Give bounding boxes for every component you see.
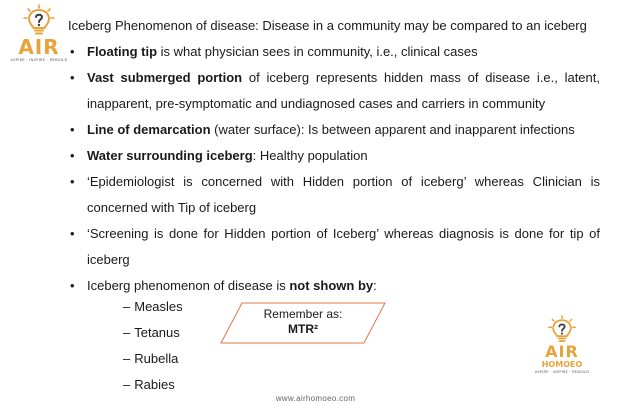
bullet-bold-text: Water surrounding iceberg bbox=[87, 148, 253, 163]
bullet-dot-icon: • bbox=[70, 174, 75, 189]
remember-text bbox=[220, 307, 386, 337]
bullet-text: ‘Screening is done for Hidden portion of Iceberg’ whereas diagnosis is done for tip of iceberg bbox=[87, 226, 600, 267]
disease-name: Measles bbox=[134, 299, 183, 314]
bullet-dot-icon: • bbox=[70, 122, 75, 137]
bullet-item bbox=[68, 65, 600, 117]
bullet-item bbox=[68, 143, 600, 169]
logo-tagline: ASPIRE · INSPIRE · REBUILD bbox=[10, 58, 68, 62]
bullet-dot-icon: • bbox=[70, 278, 75, 293]
logo-brand-text: AIR bbox=[545, 342, 579, 361]
bullet-text: of iceberg represents hidden mass of disease i.e., latent, inapparent, pre-symptomatic and undiagnosed cases and carriers in community bbox=[87, 70, 600, 111]
logo-tagline: ASPIRE · INSPIRE · REBUILD bbox=[534, 370, 590, 374]
bullet-text: (water surface): Is between apparent and inapparent infections bbox=[210, 122, 575, 137]
bullet-text: Iceberg phenomenon of disease is bbox=[87, 278, 290, 293]
bullet-text: : Healthy population bbox=[252, 148, 368, 163]
dash-icon: – bbox=[123, 325, 131, 340]
website-footer: www.airhomoeo.com bbox=[275, 394, 356, 403]
bullet-dot-icon: • bbox=[70, 226, 75, 241]
disease-name: Rubella bbox=[134, 351, 179, 366]
air-homoeo-logo-bottom bbox=[530, 315, 594, 374]
air-logo-top bbox=[6, 4, 72, 63]
bullet-bold-text: Line of demarcation bbox=[87, 122, 211, 137]
disease-item bbox=[123, 346, 183, 372]
slide-title: Iceberg Phenomenon of disease: Disease in a community may be compared to an iceberg bbox=[68, 18, 587, 33]
bullet-item bbox=[68, 221, 600, 273]
bullet-item bbox=[68, 117, 600, 143]
remember-box bbox=[220, 302, 386, 344]
disease-item bbox=[123, 294, 183, 320]
remember-mnemonic: MTR² bbox=[288, 322, 318, 336]
bullet-text: ‘Epidemiologist is concerned with Hidden portion of iceberg’ whereas Clinician is concerned with Tip of iceberg bbox=[87, 174, 600, 215]
dash-icon: – bbox=[123, 377, 131, 392]
logo-brand-subtext: HOMOEO bbox=[541, 360, 583, 369]
bullet-bold-text: not shown by bbox=[289, 278, 374, 293]
bullet-text: : bbox=[373, 278, 377, 293]
bullet-bold-text: Vast submerged portion bbox=[87, 70, 243, 85]
remember-label: Remember as: bbox=[263, 307, 343, 321]
lightbulb-question-icon bbox=[22, 4, 56, 38]
lightbulb-question-icon bbox=[547, 315, 577, 345]
bullet-bold-text: Floating tip bbox=[87, 44, 158, 59]
disease-name: Rabies bbox=[134, 377, 175, 392]
bullet-dot-icon: • bbox=[70, 44, 75, 59]
disease-item bbox=[123, 320, 183, 346]
bullet-list bbox=[68, 39, 600, 299]
bullet-dot-icon: • bbox=[70, 70, 75, 85]
slide-content bbox=[68, 13, 600, 299]
bullet-item bbox=[68, 39, 600, 65]
bullet-text: is what physician sees in community, i.e., clinical cases bbox=[157, 44, 478, 59]
disease-name: Tetanus bbox=[134, 325, 180, 340]
bullet-dot-icon: • bbox=[70, 148, 75, 163]
dash-icon: – bbox=[123, 299, 131, 314]
disease-list bbox=[123, 294, 183, 398]
bullet-item bbox=[68, 169, 600, 221]
dash-icon: – bbox=[123, 351, 131, 366]
logo-brand-text: AIR bbox=[18, 35, 60, 59]
